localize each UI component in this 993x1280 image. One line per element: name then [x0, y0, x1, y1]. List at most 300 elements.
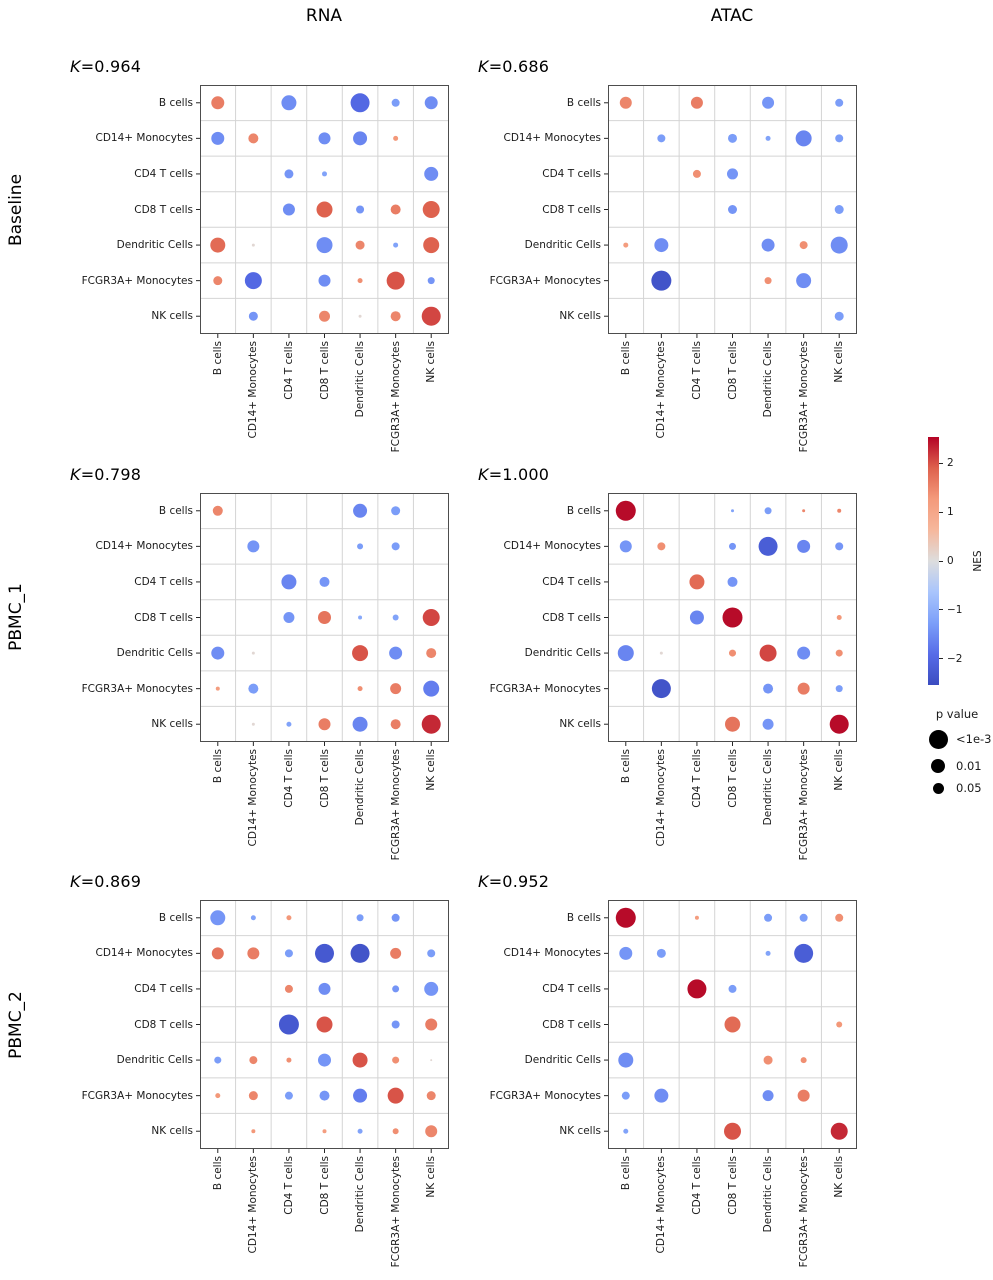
- panel-pbmc_2-atac-xlabel-0: B cells: [619, 1156, 632, 1191]
- dot-r6-c1: [249, 312, 258, 321]
- dot-r3-c6: [423, 609, 440, 626]
- dot-r4-c1: [252, 652, 255, 655]
- dot-r4-c3: [729, 650, 736, 657]
- dot-r0-c5: [800, 914, 808, 922]
- panel-pbmc_2-rna-xlabel-5: FCGR3A+ Monocytes: [389, 1156, 402, 1268]
- panel-pbmc_1-atac-xlabel-0: B cells: [619, 749, 632, 784]
- panel-pbmc_1-rna-xlabel-1: CD14+ Monocytes: [247, 749, 260, 847]
- dot-r5-c6: [836, 685, 843, 692]
- dot-r1-c5: [796, 130, 812, 146]
- dot-r4-c6: [423, 237, 439, 253]
- dot-r1-c5: [392, 542, 400, 550]
- dot-r2-c3: [727, 168, 738, 179]
- dot-r6-c6: [422, 715, 441, 734]
- k-value: =0.964: [80, 57, 142, 76]
- dot-r3-c3: [723, 608, 743, 628]
- nes-tick-3: [939, 609, 943, 610]
- panel-baseline-atac-ylabel-2: CD4 T cells: [542, 167, 601, 180]
- dot-r3-c2: [690, 611, 704, 625]
- panel-pbmc_1-rna-k-label: [70, 465, 141, 484]
- dot-r5-c4: [358, 278, 363, 283]
- panel-pbmc_2-atac-xlabel-3: CD8 T cells: [726, 1156, 739, 1215]
- dot-r4-c5: [393, 243, 398, 248]
- p-legend-label-1: 0.01: [956, 759, 982, 773]
- dot-r1-c5: [393, 136, 398, 141]
- dot-r6-c6: [835, 312, 844, 321]
- panel-pbmc_1-rna-ylabel-1: CD14+ Monocytes: [95, 540, 193, 553]
- dot-r4-c6: [430, 1059, 432, 1061]
- panel-pbmc_1-rna-xlabel-2: CD4 T cells: [282, 749, 295, 808]
- p-legend-dot-1: [931, 759, 945, 773]
- dot-r1-c0: [620, 540, 632, 552]
- dot-r4-c2: [286, 1058, 291, 1063]
- k-symbol: K: [478, 872, 489, 891]
- dot-r3-c6: [837, 615, 842, 620]
- dot-r3-c4: [358, 616, 362, 620]
- panel-pbmc_1-atac-xlabel-1: CD14+ Monocytes: [655, 749, 668, 847]
- panel-pbmc_2-atac-k-label: [478, 872, 549, 891]
- dot-r0-c1: [251, 915, 256, 920]
- dot-r6-c2: [286, 722, 291, 727]
- dot-r6-c6: [422, 307, 441, 326]
- dot-r2-c2: [285, 985, 293, 993]
- dot-r4-c0: [618, 645, 634, 661]
- k-value: =0.952: [488, 872, 550, 891]
- panel-baseline-atac-xlabel-2: CD4 T cells: [690, 341, 703, 400]
- panel-baseline-atac-xlabel-6: NK cells: [833, 341, 846, 383]
- panel-pbmc_2-rna-xlabel-1: CD14+ Monocytes: [247, 1156, 260, 1254]
- nes-colorbar-label: NES: [972, 550, 984, 572]
- panel-pbmc_2-rna-ylabel-3: CD8 T cells: [134, 1018, 193, 1031]
- dot-r0-c5: [392, 99, 400, 107]
- panel-pbmc_1-atac-ylabel-3: CD8 T cells: [542, 611, 601, 624]
- dot-r5-c5: [798, 1090, 810, 1102]
- dot-r0-c6: [425, 96, 438, 109]
- dot-r6-c4: [358, 1129, 363, 1134]
- panel-pbmc_1-rna-ylabel-3: CD8 T cells: [134, 611, 193, 624]
- dot-r0-c5: [392, 914, 400, 922]
- dot-r1-c1: [247, 540, 259, 552]
- dot-r3-c5: [391, 205, 401, 215]
- dot-r5-c5: [387, 272, 405, 290]
- dot-r0-c4: [765, 507, 772, 514]
- row-title-pbmc1: PBMC_1: [6, 583, 26, 651]
- panel-baseline-atac-ylabel-5: FCGR3A+ Monocytes: [489, 274, 601, 287]
- dot-r3-c3: [728, 205, 737, 214]
- dot-r2-c3: [728, 577, 738, 587]
- dot-r6-c4: [359, 315, 362, 318]
- k-symbol: K: [70, 465, 81, 484]
- panel-baseline-atac-ylabel-1: CD14+ Monocytes: [503, 132, 601, 145]
- panel-pbmc_2-atac-xlabel-4: Dendritic Cells: [762, 1156, 775, 1233]
- nes-ticklabel-0: 2: [947, 457, 954, 470]
- panel-pbmc_1-atac-xlabel-2: CD4 T cells: [690, 749, 703, 808]
- panel-baseline-atac-xlabel-0: B cells: [619, 341, 632, 376]
- panel-pbmc_2-atac-ylabel-1: CD14+ Monocytes: [503, 947, 601, 960]
- panel-baseline-rna-xlabel-6: NK cells: [425, 341, 438, 383]
- panel-pbmc_2-rna-k-label: [70, 872, 141, 891]
- panel-pbmc_1-atac-ylabel-1: CD14+ Monocytes: [503, 540, 601, 553]
- column-title-rna: RNA: [305, 6, 343, 26]
- dot-r1-c0: [211, 132, 224, 145]
- dot-r5-c1: [248, 684, 258, 694]
- dot-r1-c6: [835, 134, 843, 142]
- dot-r6-c0: [623, 1129, 628, 1134]
- panel-pbmc_1-rna-ylabel-0: B cells: [158, 504, 193, 517]
- dot-r6-c3: [319, 718, 331, 730]
- panel-pbmc_2-atac-grid: [604, 900, 858, 1154]
- panel-pbmc_2-rna-xlabel-0: B cells: [211, 1156, 224, 1191]
- dot-r1-c1: [657, 949, 666, 958]
- k-symbol: K: [478, 57, 489, 76]
- nes-ticklabel-3: −1: [947, 603, 963, 616]
- dot-r4-c0: [210, 238, 225, 253]
- row-title-baseline: Baseline: [6, 173, 26, 247]
- panel-pbmc_2-atac-ylabel-5: FCGR3A+ Monocytes: [489, 1089, 601, 1102]
- panel-baseline-rna-k-label: [70, 57, 141, 76]
- dot-r3-c3: [317, 202, 333, 218]
- dot-r6-c6: [425, 1125, 437, 1137]
- dot-r2-c5: [392, 985, 399, 992]
- nes-ticklabel-4: −2: [947, 652, 963, 665]
- p-legend-dot-0: [929, 730, 948, 749]
- panel-baseline-atac-ylabel-0: B cells: [566, 96, 601, 109]
- dot-r3-c6: [836, 1022, 842, 1028]
- dot-r3-c3: [317, 1017, 333, 1033]
- dot-r4-c4: [353, 1053, 368, 1068]
- panel-pbmc_2-atac-xlabel-2: CD4 T cells: [690, 1156, 703, 1215]
- panel-pbmc_2-rna-xlabel-4: Dendritic Cells: [354, 1156, 367, 1233]
- dot-r0-c4: [764, 914, 772, 922]
- dot-r5-c0: [213, 276, 222, 285]
- panel-pbmc_2-rna-ylabel-6: NK cells: [151, 1125, 193, 1138]
- panel-baseline-rna-ylabel-0: B cells: [158, 96, 193, 109]
- panel-pbmc_1-rna-xlabel-6: NK cells: [425, 749, 438, 791]
- dot-r4-c0: [623, 243, 628, 248]
- panel-baseline-rna-ylabel-6: NK cells: [151, 310, 193, 323]
- nes-tick-1: [939, 512, 943, 513]
- dot-r0-c4: [357, 914, 364, 921]
- dot-r0-c2: [286, 915, 291, 920]
- dot-r5-c1: [245, 272, 262, 289]
- dot-r5-c2: [285, 1092, 293, 1100]
- panel-pbmc_2-atac-xlabel-5: FCGR3A+ Monocytes: [797, 1156, 810, 1268]
- dot-r4-c4: [760, 645, 777, 662]
- dot-r6-c5: [391, 311, 401, 321]
- panel-pbmc_2-atac-ylabel-4: Dendritic Cells: [524, 1054, 601, 1067]
- p-legend-label-0: <1e-3: [956, 732, 992, 746]
- dot-r0-c4: [353, 504, 367, 518]
- nes-tick-4: [939, 658, 943, 659]
- dot-r4-c5: [800, 241, 808, 249]
- panel-pbmc_2-atac-xlabel-1: CD14+ Monocytes: [655, 1156, 668, 1254]
- dot-r2-c2: [687, 979, 706, 998]
- dot-r4-c0: [214, 1057, 221, 1064]
- dot-r4-c1: [252, 244, 255, 247]
- nes-tick-2: [939, 561, 943, 562]
- panel-pbmc_2-rna-ylabel-1: CD14+ Monocytes: [95, 947, 193, 960]
- nes-tick-0: [939, 463, 943, 464]
- dot-r6-c5: [393, 1128, 399, 1134]
- dot-r0-c2: [691, 97, 703, 109]
- column-title-atac: ATAC: [710, 6, 754, 26]
- dot-r3-c2: [279, 1015, 299, 1035]
- panel-pbmc_1-rna-xlabel-0: B cells: [211, 749, 224, 784]
- dot-r0-c0: [620, 97, 632, 109]
- panel-pbmc_1-rna-ylabel-5: FCGR3A+ Monocytes: [81, 682, 193, 695]
- panel-pbmc_1-rna-xlabel-3: CD8 T cells: [318, 749, 331, 808]
- dot-r2-c6: [424, 982, 438, 996]
- panel-pbmc_2-rna-xlabel-2: CD4 T cells: [282, 1156, 295, 1215]
- k-symbol: K: [70, 872, 81, 891]
- panel-baseline-atac-ylabel-3: CD8 T cells: [542, 203, 601, 216]
- panel-baseline-atac-ylabel-6: NK cells: [559, 310, 601, 323]
- dot-r1-c5: [797, 540, 810, 553]
- dot-r5-c3: [319, 275, 331, 287]
- dot-r6-c1: [251, 1129, 255, 1133]
- dot-r4-c5: [392, 1057, 399, 1064]
- dot-r1-c1: [248, 133, 258, 143]
- nes-colorbar: [928, 437, 939, 685]
- panel-baseline-rna-ylabel-2: CD4 T cells: [134, 167, 193, 180]
- dot-r4-c0: [618, 1053, 633, 1068]
- panel-pbmc_1-atac-xlabel-5: FCGR3A+ Monocytes: [797, 749, 810, 861]
- dot-r1-c5: [794, 944, 813, 963]
- panel-baseline-atac-xlabel-1: CD14+ Monocytes: [655, 341, 668, 439]
- dot-r1-c3: [315, 944, 334, 963]
- k-symbol: K: [70, 57, 81, 76]
- panel-pbmc_1-atac-xlabel-6: NK cells: [833, 749, 846, 791]
- dot-r6-c3: [725, 717, 740, 732]
- panel-pbmc_2-atac-ylabel-0: B cells: [566, 911, 601, 924]
- dot-r0-c3: [731, 509, 734, 512]
- dot-r6-c6: [830, 715, 849, 734]
- panel-pbmc_1-atac-ylabel-5: FCGR3A+ Monocytes: [489, 682, 601, 695]
- dot-r2-c3: [322, 171, 327, 176]
- dot-r3-c3: [318, 611, 331, 624]
- dot-r2-c6: [424, 167, 438, 181]
- panel-pbmc_2-atac-ylabel-3: CD8 T cells: [542, 1018, 601, 1031]
- panel-pbmc_1-rna-xlabel-5: FCGR3A+ Monocytes: [389, 749, 402, 861]
- panel-pbmc_2-rna-xlabel-3: CD8 T cells: [318, 1156, 331, 1215]
- dot-r4-c1: [654, 238, 668, 252]
- p-legend-dot-2: [933, 783, 944, 794]
- dot-r6-c3: [319, 311, 330, 322]
- dot-r5-c0: [216, 687, 220, 691]
- dot-r0-c6: [837, 509, 841, 513]
- dot-r2-c3: [319, 983, 331, 995]
- dot-r3-c3: [725, 1017, 741, 1033]
- nes-ticklabel-1: 1: [947, 506, 954, 519]
- panel-baseline-rna-xlabel-2: CD4 T cells: [282, 341, 295, 400]
- panel-pbmc_2-rna-ylabel-4: Dendritic Cells: [116, 1054, 193, 1067]
- dot-r3-c2: [283, 204, 295, 216]
- dot-r5-c5: [390, 683, 401, 694]
- panel-baseline-rna-ylabel-4: Dendritic Cells: [116, 239, 193, 252]
- dot-r2-c3: [320, 577, 330, 587]
- panel-baseline-rna-xlabel-1: CD14+ Monocytes: [247, 341, 260, 439]
- dot-r0-c0: [211, 96, 224, 109]
- dot-r6-c4: [353, 717, 368, 732]
- dot-r0-c5: [802, 509, 805, 512]
- dot-r0-c6: [835, 99, 843, 107]
- dot-r5-c1: [651, 271, 671, 291]
- panel-pbmc_2-rna-xlabel-6: NK cells: [425, 1156, 438, 1198]
- p-legend-label-2: 0.05: [956, 781, 982, 795]
- dot-r5-c6: [428, 277, 435, 284]
- dot-r1-c4: [357, 543, 363, 549]
- k-value: =0.686: [488, 57, 550, 76]
- panel-pbmc_1-atac-xlabel-4: Dendritic Cells: [762, 749, 775, 826]
- panel-pbmc_2-rna-ylabel-2: CD4 T cells: [134, 982, 193, 995]
- dot-r4-c4: [352, 645, 368, 661]
- panel-pbmc_1-atac-ylabel-0: B cells: [566, 504, 601, 517]
- dot-r1-c4: [351, 944, 370, 963]
- dot-r3-c6: [425, 1019, 437, 1031]
- dot-r0-c0: [616, 501, 636, 521]
- panel-baseline-atac-grid: [604, 85, 858, 339]
- dot-r4-c6: [426, 648, 436, 658]
- dot-r1-c6: [835, 542, 843, 550]
- dot-r2-c3: [729, 985, 737, 993]
- dot-r6-c4: [763, 719, 774, 730]
- panel-pbmc_1-atac-xlabel-3: CD8 T cells: [726, 749, 739, 808]
- dot-r4-c1: [249, 1056, 257, 1064]
- dot-r4-c0: [211, 647, 224, 660]
- panel-baseline-atac-k-label: [478, 57, 549, 76]
- dot-r5-c6: [423, 681, 439, 697]
- dot-r0-c5: [391, 506, 400, 515]
- panel-baseline-atac-xlabel-4: Dendritic Cells: [762, 341, 775, 418]
- panel-pbmc_1-rna-ylabel-4: Dendritic Cells: [116, 647, 193, 660]
- dot-r1-c1: [657, 542, 665, 550]
- panel-baseline-rna-ylabel-5: FCGR3A+ Monocytes: [81, 274, 193, 287]
- dot-r3-c6: [423, 201, 440, 218]
- panel-pbmc_1-rna-grid: [196, 493, 450, 747]
- dot-r1-c0: [212, 947, 224, 959]
- dot-r5-c3: [320, 1091, 330, 1101]
- dot-r6-c6: [831, 1123, 848, 1140]
- dot-r1-c0: [619, 947, 632, 960]
- dot-r0-c2: [695, 916, 699, 920]
- dot-r4-c6: [836, 650, 843, 657]
- dot-r4-c3: [318, 1054, 331, 1067]
- dot-r4-c4: [356, 241, 365, 250]
- dot-r6-c5: [391, 719, 401, 729]
- dot-r1-c3: [728, 134, 737, 143]
- panel-baseline-atac-ylabel-4: Dendritic Cells: [524, 239, 601, 252]
- panel-baseline-rna-ylabel-1: CD14+ Monocytes: [95, 132, 193, 145]
- dot-r3-c6: [835, 205, 844, 214]
- dot-r1-c4: [353, 131, 367, 145]
- panel-pbmc_1-atac-ylabel-2: CD4 T cells: [542, 575, 601, 588]
- panel-baseline-rna-grid: [196, 85, 450, 339]
- dot-r4-c5: [801, 1057, 807, 1063]
- dot-r2-c2: [281, 574, 296, 589]
- panel-pbmc_1-atac-k-label: [478, 465, 549, 484]
- panel-baseline-rna-xlabel-0: B cells: [211, 341, 224, 376]
- panel-pbmc_2-rna-ylabel-0: B cells: [158, 911, 193, 924]
- dot-r1-c5: [390, 948, 401, 959]
- dot-r2-c2: [693, 170, 701, 178]
- dot-r4-c5: [389, 647, 402, 660]
- panel-pbmc_2-atac-ylabel-6: NK cells: [559, 1125, 601, 1138]
- dot-r4-c1: [660, 652, 663, 655]
- panel-baseline-atac-xlabel-3: CD8 T cells: [726, 341, 739, 400]
- panel-pbmc_2-atac-xlabel-6: NK cells: [833, 1156, 846, 1198]
- k-value: =0.869: [80, 872, 142, 891]
- dot-r5-c4: [358, 686, 363, 691]
- dot-r0-c4: [762, 97, 774, 109]
- dot-r5-c4: [763, 684, 773, 694]
- panel-baseline-rna-ylabel-3: CD8 T cells: [134, 203, 193, 216]
- panel-pbmc_1-rna-xlabel-4: Dendritic Cells: [354, 749, 367, 826]
- dot-r4-c3: [317, 237, 333, 253]
- dot-r5-c4: [763, 1090, 774, 1101]
- dot-r1-c4: [766, 136, 771, 141]
- dot-r0-c0: [616, 908, 636, 928]
- panel-pbmc_1-atac-grid: [604, 493, 858, 747]
- panel-baseline-rna-xlabel-3: CD8 T cells: [318, 341, 331, 400]
- k-symbol: K: [478, 465, 489, 484]
- dot-r1-c6: [427, 949, 435, 957]
- dot-r4-c4: [762, 239, 775, 252]
- panel-baseline-atac-xlabel-5: FCGR3A+ Monocytes: [797, 341, 810, 453]
- dot-r1-c1: [247, 947, 259, 959]
- dot-r4-c5: [797, 647, 810, 660]
- row-title-pbmc2: PBMC_2: [6, 991, 26, 1059]
- p-value-legend-title: p value: [935, 707, 979, 721]
- dot-r0-c6: [835, 914, 843, 922]
- panel-pbmc_2-atac-ylabel-2: CD4 T cells: [542, 982, 601, 995]
- dot-r5-c1: [654, 1089, 668, 1103]
- dot-r5-c5: [796, 273, 811, 288]
- dot-r4-c6: [831, 237, 848, 254]
- dot-r2-c2: [284, 169, 293, 178]
- dot-r1-c2: [285, 949, 293, 957]
- dot-r1-c4: [759, 537, 778, 556]
- dot-r2-c2: [689, 574, 704, 589]
- panel-pbmc_1-rna-ylabel-2: CD4 T cells: [134, 575, 193, 588]
- panel-baseline-rna-xlabel-5: FCGR3A+ Monocytes: [389, 341, 402, 453]
- panel-pbmc_1-atac-ylabel-4: Dendritic Cells: [524, 647, 601, 660]
- dot-r3-c4: [356, 206, 364, 214]
- dot-r5-c0: [622, 1092, 630, 1100]
- dot-r1-c3: [729, 543, 736, 550]
- dot-r0-c4: [351, 93, 370, 112]
- dot-r0-c2: [281, 95, 296, 110]
- dot-r4-c4: [764, 1056, 773, 1065]
- panel-pbmc_1-rna-ylabel-6: NK cells: [151, 718, 193, 731]
- nes-ticklabel-2: 0: [947, 555, 954, 567]
- dot-r1-c1: [657, 134, 665, 142]
- dot-r5-c6: [427, 1091, 436, 1100]
- dot-r1-c4: [766, 951, 771, 956]
- panel-pbmc_2-rna-ylabel-5: FCGR3A+ Monocytes: [81, 1089, 193, 1102]
- dot-r5-c5: [798, 683, 810, 695]
- panel-pbmc_1-atac-ylabel-6: NK cells: [559, 718, 601, 731]
- dot-r6-c3: [724, 1123, 741, 1140]
- dot-r5-c1: [249, 1091, 258, 1100]
- dot-r5-c1: [652, 679, 671, 698]
- dot-r0-c0: [213, 506, 223, 516]
- dot-r3-c5: [393, 615, 399, 621]
- k-value: =0.798: [80, 465, 142, 484]
- dot-r5-c5: [388, 1088, 404, 1104]
- panel-baseline-rna-xlabel-4: Dendritic Cells: [354, 341, 367, 418]
- k-value: =1.000: [488, 465, 550, 484]
- dot-r3-c2: [283, 612, 294, 623]
